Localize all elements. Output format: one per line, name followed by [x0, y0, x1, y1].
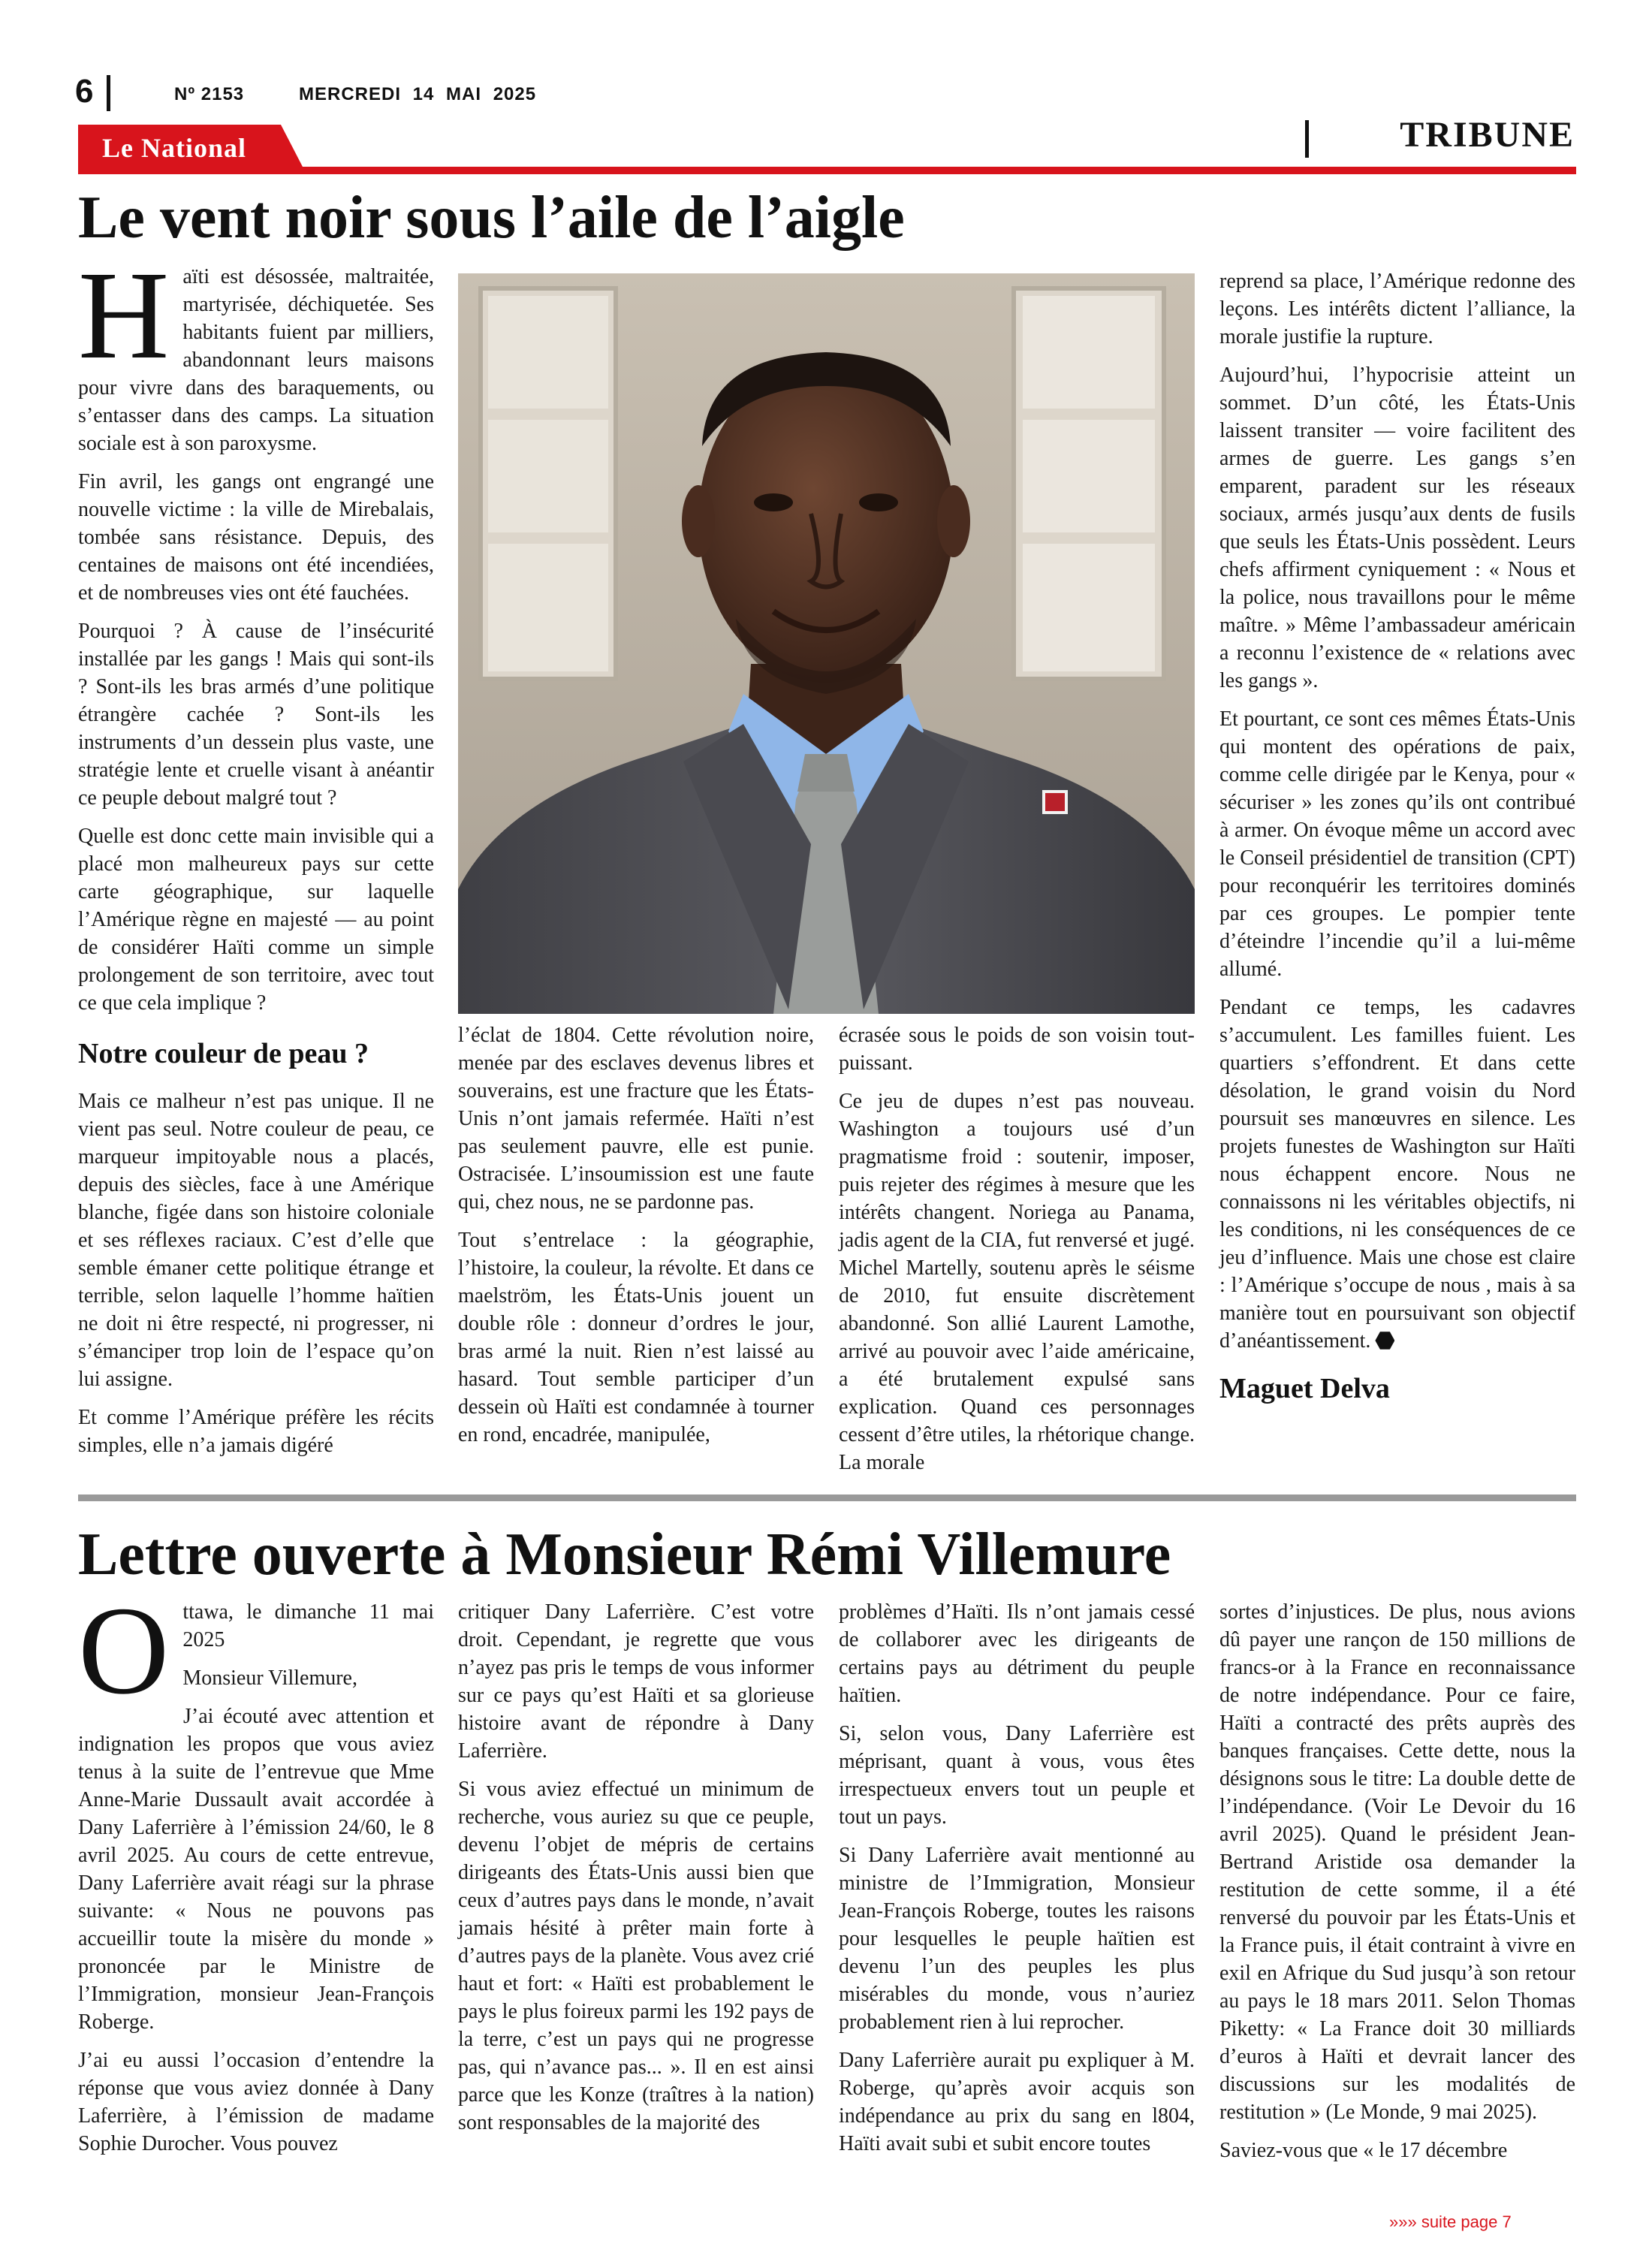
- page-number: 6: [75, 73, 94, 110]
- article1-dropcap: H: [78, 246, 170, 385]
- article2-column-1: [78, 1581, 434, 2158]
- article2-headline: Lettre ouverte à Monsieur Rémi Villemure: [78, 1522, 1171, 1588]
- page-number-divider: [107, 75, 110, 111]
- subheading: Notre couleur de peau ?: [78, 1038, 369, 1069]
- paragraph: [78, 1703, 434, 2036]
- issue-date: MERCREDI 14 MAI 2025: [299, 84, 537, 104]
- continued-link[interactable]: »»» suite page 7: [1389, 2212, 1512, 2231]
- paragraph: aïti est désossée, maltraitée, martyrisée, déchiquetée. Ses habitants fuient par milliers, abandonnant leurs maisons pour vivre dans des baraquements, ou s’entasser dans des camps. La situation sociale est à son paroxysme.: [78, 265, 434, 455]
- paragraph: écrasée sous le poids de son voisin tout-puissant.: [839, 1024, 1195, 1075]
- paragraph: Et pourtant, ce sont ces mêmes États-Unis qui montent des opérations de paix, comme celle dirigée par le Kenya, pour « sécuriser » les zones qu’ils ont contribué à armer. On évoque même un accord avec le Conseil présidentiel de transition (CPT) pour reconquérir les territoires dominés par ces groupes. Le pompier tente d’éteindre l’incendie qu’il a lui-même allumé.: [1219, 707, 1575, 981]
- paragraph: l’éclat de 1804. Cette révolution noire, menée par des esclaves devenus libres et souverains, est une fracture que les États-Unis n’ont jamais refermée. Haïti n’est pas seulement pauvre, elle est punie. Ostracisée. L’insoumission est une faute qui, chez nous, ne se pardonne pas.: [458, 1024, 814, 1214]
- section-divider: [1305, 120, 1309, 158]
- paragraph: Si vous aviez effectué un minimum de recherche, vous auriez su que ce peuple, devenu l’objet de mépris de certains dirigeants des États-Unis aussi bien que ceux d’autres pays dans le monde, n’avait jamais hésité à prêter main forte à d’autres pays de la planète. Vous avez crié haut et fort: « Haïti est probablement le pays le plus foireux parmi les 192 pays de la terre, c’est un pays qui ne progresse pas, qui n’avance pas... ». Il en est ainsi parce que les Konze (traîtres à la nation) sont responsables de la majorité des: [458, 1778, 814, 2134]
- paragraph: Quelle est donc cette main invisible qui a placé mon malheureux pays sur cette carte géographique, sur laquelle l’Amérique règne en majesté — au point de considérer Haïti comme un simple prolongement de son territoire, avec tout ce que cela implique ?: [78, 825, 434, 1015]
- salutation: Monsieur Villemure,: [182, 1666, 357, 1690]
- paragraph: problèmes d’Haïti. Ils n’ont jamais cessé de collaborer avec les dirigeants de certains pays au détriment du peuple haïtien.: [839, 1600, 1195, 1707]
- article2-column-3: [839, 1598, 1195, 2158]
- header-rule: [78, 167, 1576, 174]
- paragraph: Mais ce malheur n’est pas unique. Il ne vient pas seul. Notre couleur de peau, ce marqueur impitoyable nous a placés, depuis des siècles, face à une Amérique blanche, figée dans son histoire coloniale et ses réflexes raciaux. C’est d’elle que semble émaner cette politique étrange et terrible, selon laquelle l’homme haïtien ne doit ni être respecté, ni progresser, ni s’émanciper trop loin de l’espace qu’on lui assigne.: [78, 1090, 434, 1391]
- end-of-article-icon: [1375, 1331, 1394, 1350]
- paragraph: reprend sa place, l’Amérique redonne des leçons. Les intérêts dictent l’alliance, la morale justifie la rupture.: [1219, 270, 1575, 348]
- paragraph-text: J’ai écouté avec attention et indignation les propos que vous aviez tenus à la suite de l’entrevue que Mme Anne-Marie Dussault avait accordée à Dany Laferrière à l’émission 24/60, le 8 avril 2025. Au cours de cette entrevue, Dany Laferrière avait réagi sur la phrase suivante: « Nous ne pouvons pas accueillir toute la misère du monde » prononcée par le Ministre de l’Immigration, monsieur Jean-François Roberge.: [78, 1705, 434, 2034]
- paragraph: Aujourd’hui, l’hypocrisie atteint un sommet. D’un côté, les États-Unis laissent transiter — voire facilitent des armes de guerre. Les gangs s’en emparent, paradent sur les réseaux sociaux, armés jusqu’aux dents de fusils que seuls les États-Unis possèdent. Leurs chefs affirment cyniquement : « Nous et la police, nous travaillons pour le même maître. » Même l’ambassadeur américain a reconnu l’existence de « relations avec les gangs ».: [1219, 363, 1575, 692]
- article1-column-1: [78, 246, 434, 1459]
- article-divider: [78, 1494, 1576, 1501]
- paragraph: J’ai eu aussi l’occasion d’entendre la réponse que vous aviez donnée à Dany Laferrière, à l’émission de madame Sophie Durocher. Vous pouvez: [78, 2049, 434, 2155]
- article1-column-2: [458, 1021, 814, 1449]
- article1-column-3: [839, 1021, 1195, 1476]
- paragraph: [1219, 994, 1575, 1355]
- paragraph: ttawa, le dimanche 11 mai 2025: [182, 1600, 434, 1651]
- paragraph-text: Pendant ce temps, les cadavres s’accumulent. Les familles fuient. Les quartiers s’effondrent. Et dans cette désolation, le grand voisin du Nord poursuit ses manœuvres en silence. Les projets funestes de Washington sur Haïti nous échappent encore. Nous ne connaissons ni les véritables objectifs, ni les conditions, ni les conséquences de ce jeu d’influence. Mais une chose est claire : l’Amérique s’occupe de nous , mais à sa manière tout en poursuivant son objectif d’anéantissement.: [1219, 996, 1575, 1353]
- paragraph: sortes d’injustices. De plus, nous avions dû payer une rançon de 150 millions de francs-or à la France en reconnaissance de notre indépendance. Pour ce faire, Haïti a contracté des prêts auprès des banques françaises. Cette dette, nous la désignons sous le titre: La double dette de l’indépendance. (Voir Le Devoir du 16 avril 2025). Quand le président Jean-Bertrand Aristide osa demander la restitution de cette somme, il a été renversé du pouvoir par les États-Unis et la France puis, il était contraint à vivre en exil en Afrique du Sud jusqu’à son retour au pays le 18 mars 2011. Selon Thomas Piketty: « La France doit 30 milliards d’euros à Haïti et devrait lancer des discussions sur les modalités de restitution » (Le Monde, 9 mai 2025).: [1219, 1600, 1575, 2124]
- paragraph: Tout s’entrelace : la géographie, l’histoire, la couleur, la révolte. Et dans ce maelström, les États-Unis jouent un double rôle : donneur d’ordres le jour, bras armé la nuit. Rien n’est laissé au hasard. Tout semble participer d’un dessein où Haïti est condamnée à tourner en rond, encadrée, manipulée,: [458, 1229, 814, 1446]
- author-photo: [458, 273, 1195, 1014]
- paragraph: Et comme l’Amérique préfère les récits simples, elle n’a jamais digéré: [78, 1406, 434, 1457]
- issue-number: Nº 2153: [174, 84, 245, 104]
- section-label: TRIBUNE: [1400, 115, 1575, 155]
- article2-column-4: [1219, 1598, 1575, 2164]
- article1-column-4: [1219, 267, 1575, 1416]
- paragraph: Fin avril, les gangs ont engrangé une nouvelle victime : la ville de Mirebalais, tombée sans résistance. Depuis, des centaines de maisons ont été incendiées, et de nombreuses vies ont été fauchées.: [78, 470, 434, 605]
- author-byline: Maguet Delva: [1219, 1373, 1390, 1404]
- paragraph: Dany Laferrière aurait pu expliquer à M. Roberge, qu’après avoir acquis son indépendance au prix du sang en l804, Haïti avait subi et subit encore toutes: [839, 2049, 1195, 2155]
- brand-name: Le National: [102, 133, 247, 163]
- paragraph: Si, selon vous, Dany Laferrière est méprisant, quant à vous, vous êtes irrespectueux envers tout un peuple et tout un pays.: [839, 1722, 1195, 1829]
- article2-column-2: [458, 1598, 814, 2137]
- paragraph: Ce jeu de dupes n’est pas nouveau. Washington a toujours usé d’un pragmatisme froid : soutenir, imposer, puis rejeter des régimes à mesure que les intérêts changent. Noriega au Panama, jadis agent de la CIA, fut renversé et jugé. Michel Martelly, soutenu après le séisme de 2010, fut ensuite discrètement abandonné. Son allié Laurent Lamothe, arrivé au pouvoir avec l’aide américaine, a été brutalement expulsé sans explication. Quand ces personnages cessent d’être utiles, la rhétorique change. La morale: [839, 1090, 1195, 1474]
- paragraph: Saviez-vous que « le 17 décembre: [1219, 2139, 1508, 2162]
- paragraph: critiquer Dany Laferrière. C’est votre droit. Cependant, je regrette que vous n’ayez pas pris le temps de vous informer sur ce pays qu’est Haïti et sa glorieuse histoire avant de répondre à Dany Laferrière.: [458, 1600, 814, 1763]
- article2-dropcap: O: [78, 1581, 170, 1721]
- paragraph: Pourquoi ? À cause de l’insécurité installée par les gangs ! Mais qui sont-ils ? Sont-ils les bras armés d’une politique étrangère cachée ? Sont-ils les instruments d’un dessein plus vaste, une stratégie lente et cruelle visant à anéantir ce peuple debout malgré tout ?: [78, 620, 434, 810]
- paragraph: Si Dany Laferrière avait mentionné au ministre de l’Immigration, Monsieur Jean-François Roberge, toutes les raisons pour lesquelles le peuple haïtien est devenu l’un des peuples les plus misérables du monde, vous n’auriez probablement rien à lui reprocher.: [839, 1844, 1195, 2034]
- article1-headline: Le vent noir sous l’aile de l’aigle: [78, 185, 905, 251]
